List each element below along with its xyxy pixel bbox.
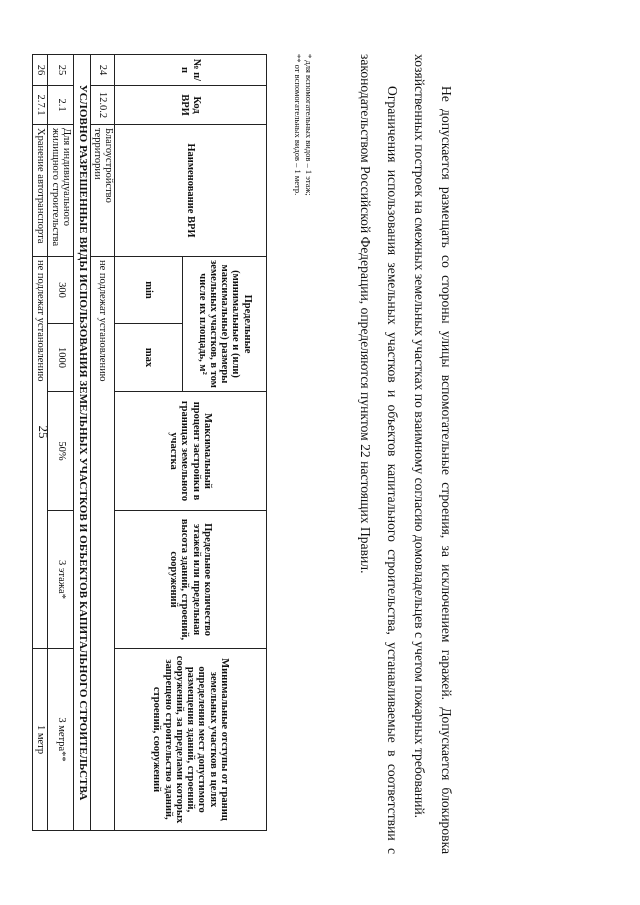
header-num: № п/п [115, 55, 267, 86]
header-row [183, 55, 267, 831]
table-footnotes [293, 54, 314, 830]
row25-code: 2.1 [48, 86, 74, 125]
table-row [33, 55, 48, 831]
paragraph-2: Ограничения использования земельных участков и объектов капитального строительства, устанавливаемые в соответствии с законодательством Российской Федерации, определяются пунктом 22 настоящих Правил. [358, 54, 400, 854]
row25-name: Для индивидуального жилищного строительства [48, 125, 74, 257]
paragraph-1: Не допускается размещать со стороны улицы вспомогательные строения, за исключением гаражей. Допускается блокировка хозяйственных построек на смежных земельных участках по взаимному согласию домовладельцев с учетом пожарных требований. [412, 54, 454, 854]
row26-setback: 1 метр [33, 649, 48, 831]
header-code: Код ВРИ [115, 86, 267, 125]
row26-code: 2.7.1 [33, 86, 48, 125]
row24-name: Благоустройство территории [91, 125, 115, 257]
header-sizes: Предельные (минимальные и (или) максимальные) размеры земельных участков, в том числе их площадь, м² [183, 257, 267, 392]
header-floors: Предельное количество этажей или предельная высота зданий, строений, сооружений [115, 511, 267, 649]
row25-floors: 3 этажа* [48, 511, 74, 649]
header-percent: Максимальный процент застройки в границах земельного участка [115, 392, 267, 511]
row25-percent: 50% [48, 392, 74, 511]
footnote-2: ** от вспомогательных видов – 1 метр. [293, 54, 304, 196]
row25-min: 300 [48, 257, 74, 324]
body-text [352, 54, 460, 854]
section-title: УСЛОВНО РАЗРЕШЕННЫЕ ВИДЫ ИСПОЛЬЗОВАНИЯ ЗЕМЕЛЬНЫХ УЧАСТКОВ И ОБЪЕКТОВ КАПИТАЛЬНОГО СТРОИТЕЛЬСТВА [74, 55, 91, 831]
row26-name: Хранение автотранспорта [33, 125, 48, 257]
row24-num: 24 [91, 55, 115, 86]
zoning-table [32, 54, 267, 831]
row26-num: 26 [33, 55, 48, 86]
footnote-1: * для вспомогательных видов – 1 этаж; [304, 54, 314, 196]
header-min: min [115, 257, 183, 324]
row24-note: не подлежат установлению [91, 257, 115, 831]
row25-max: 1000 [48, 324, 74, 392]
page-number: 25 [36, 425, 51, 439]
row26-note: не подлежат установлению [33, 257, 48, 649]
section-row [74, 55, 91, 831]
row25-setback: 3 метра** [48, 649, 74, 831]
table-row [48, 55, 74, 831]
header-name: Наименование ВРИ [115, 125, 267, 257]
header-max: max [115, 324, 183, 392]
row25-num: 25 [48, 55, 74, 86]
header-setbacks: Минимальные отступы от границ земельных участков в целях определения мест допустимого размещения зданий, строений, сооружений, за пределами которых запрещено строительство зданий, строений, сооружений [115, 649, 267, 831]
row24-code: 12.0.2 [91, 86, 115, 125]
table-row [91, 55, 115, 831]
